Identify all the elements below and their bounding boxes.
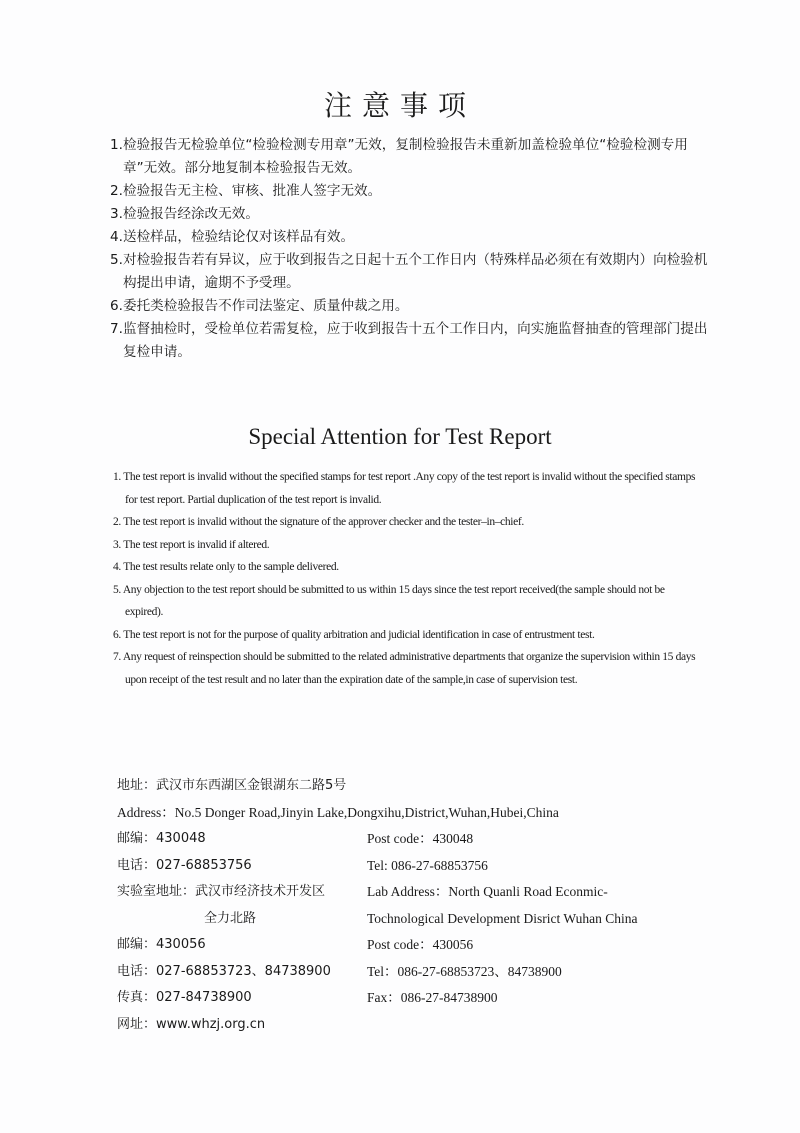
- en-section-title: Special Attention for Test Report: [248, 424, 552, 449]
- cn-notice-item: 7.监督抽检时，受检单位若需复检，应于收到报告十五个工作日内，向实施监督抽查的管理部门提出复检申请。: [110, 321, 708, 360]
- lab-postcode-en: Post code：430056: [367, 937, 474, 952]
- address-cn: 地址：武汉市东西湖区金银湖东二路5号: [117, 778, 347, 793]
- en-notice-list: [113, 466, 698, 691]
- lab-address-cn: 实验室地址：武汉市经济技术开发区: [117, 884, 326, 899]
- cn-notice-list: [110, 134, 710, 364]
- address-en: Address：No.5 Donger Road,Jinyin Lake,Dongxihu,District,Wuhan,Hubei,China: [117, 804, 559, 820]
- cn-notice-item: 4.送检样品，检验结论仅对该样品有效。: [110, 229, 355, 245]
- fax-cn: 传真：027-84738900: [117, 990, 252, 1005]
- tel-en: Tel: 086-27-68853756: [367, 857, 488, 873]
- cn-notice-item: 6.委托类检验报告不作司法鉴定、质量仲裁之用。: [110, 298, 409, 314]
- tel-cn: 电话：027-68853756: [117, 857, 252, 873]
- lab-address-en: Lab Address：North Quanli Road Econmic-: [367, 884, 608, 899]
- en-notice-item: 2. The test report is invalid without the signature of the approver checker and the tester–in–chief.: [113, 516, 524, 528]
- en-notice-item: 6. The test report is not for the purpose of quality arbitration and judicial identification in case of entrustment test.: [113, 628, 595, 641]
- postcode-en: Post code：430048: [367, 831, 474, 846]
- cn-notice-item: 5.对检验报告若有异议，应于收到报告之日起十五个工作日内（特殊样品必须在有效期内）向检验机构提出申请，逾期不予受理。: [110, 252, 708, 291]
- contact-info: [117, 773, 697, 1038]
- cn-notice-item: 2.检验报告无主检、审核、批准人签字无效。: [110, 183, 382, 199]
- en-notice-item: 5. Any objection to the test report should be submitted to us within 15 days since the test report received(the sample should not be expired).: [113, 583, 665, 618]
- en-notice-item: 3. The test report is invalid if altered.: [113, 538, 270, 551]
- postcode-cn: 邮编：430048: [117, 831, 206, 846]
- cn-notice-item: 1.检验报告无检验单位“检验检测专用章”无效，复制检验报告未重新加盖检验单位“检验检测专用章”无效。部分地复制本检验报告无效。: [110, 137, 688, 176]
- website-link[interactable]: 网址：www.whzj.org.cn: [117, 1016, 266, 1032]
- fax-en: Fax：086-27-84738900: [367, 990, 498, 1005]
- lab-address-cn-cont: 全力北路: [204, 910, 257, 926]
- en-notice-item: 4. The test results relate only to the sample delivered.: [113, 561, 339, 573]
- cn-section-title: 注意事项: [323, 89, 476, 122]
- lab-tel-en: Tel：086-27-68853723、84738900: [367, 963, 562, 979]
- lab-address-en-cont: Tochnological Development Disrict Wuhan China: [367, 910, 638, 926]
- en-notice-item: 1. The test report is invalid without the specified stamps for test report .Any copy of the test report is invalid without the specified stamps for test report. Partial duplication of the test report is invalid.: [113, 471, 696, 506]
- en-notice-item: 7. Any request of reinspection should be submitted to the related administrative departments that organize the supervision within 15 days upon receipt of the test result and no later than the expiration date of the sample,in case of supervision test.: [113, 651, 696, 686]
- lab-postcode-cn: 邮编：430056: [117, 937, 206, 952]
- cn-notice-item: 3.检验报告经涂改无效。: [110, 206, 259, 222]
- lab-tel-cn: 电话：027-68853723、84738900: [117, 963, 331, 979]
